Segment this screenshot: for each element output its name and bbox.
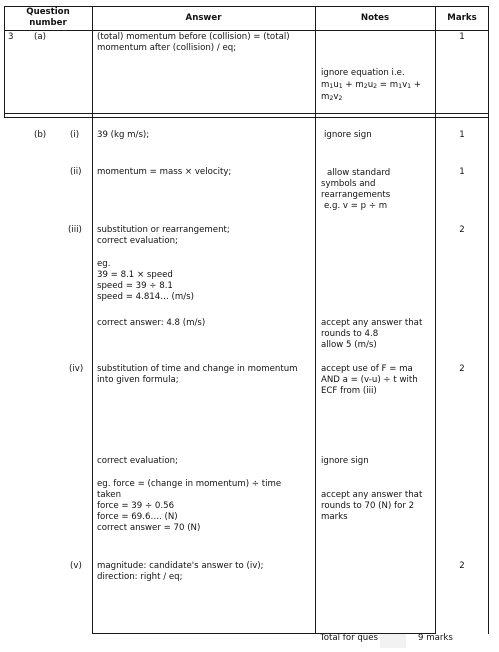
question-number: 3 (8, 32, 14, 42)
table-right-border (488, 6, 489, 634)
example-iii-line-3: speed = 39 ÷ 8.1 (97, 281, 173, 291)
header-bottom-border (4, 30, 489, 31)
note-ii-line-1: allow standard (327, 168, 391, 178)
answer-i: 39 (kg m/s); (97, 130, 150, 140)
answer-iv-line-1: substitution of time and change in momentum (97, 364, 298, 374)
col-answer-left-border (92, 6, 93, 634)
part-a-label: (a) (34, 32, 46, 42)
answer-3a-line-2: momentum after (collision) / eq; (97, 43, 237, 53)
note-iv-2-line-2: rounds to 70 (N) for 2 (321, 501, 415, 511)
marks-iv: 2 (459, 364, 465, 374)
example-iv-line-1: eg. force = (change in momentum) ÷ time (97, 479, 282, 489)
header-notes: Notes (360, 13, 390, 23)
answer-iii-correct: correct answer: 4.8 (m/s) (97, 318, 206, 328)
total-label: Total for ques (320, 633, 379, 643)
marks-v: 2 (459, 561, 465, 571)
note-iv-2-line-1: accept any answer that (321, 490, 423, 500)
example-iv-line-5: correct answer = 70 (N) (97, 523, 201, 533)
note-i: ignore sign (324, 130, 372, 140)
row-3a-bottom-border-2 (4, 117, 489, 118)
col-marks-left-border (435, 6, 436, 634)
example-iii-line-2: 39 = 8.1 × speed (97, 270, 173, 280)
total-marks: 9 marks (418, 633, 453, 643)
sub-i-label: (i) (70, 130, 80, 140)
note-iv-line-1: accept use of F = ma (321, 364, 413, 374)
example-iv-line-4: force = 69.6…. (N) (97, 512, 178, 522)
answer-iv-evaluation: correct evaluation; (97, 456, 178, 466)
answer-iv-line-2: into given formula; (97, 375, 179, 385)
row-3a-bottom-border (4, 113, 489, 114)
note-3a-equation: m1u1 + m2u2 = m1v1 + (321, 80, 422, 90)
note-3a-line-1: ignore equation i.e. (321, 68, 405, 78)
sub-ii-label: (ii) (70, 167, 82, 177)
sub-iv-label: (iv) (69, 364, 84, 374)
answer-v-line-1: magnitude: candidate's answer to (iv); (97, 561, 264, 571)
example-iv-line-3: force = 39 ÷ 0.56 (97, 501, 175, 511)
note-iv-line-3: ECF from (iii) (321, 386, 377, 396)
header-answer: Answer (185, 13, 222, 23)
marks-ii: 1 (459, 167, 465, 177)
note-iii-line-2: rounds to 4.8 (321, 329, 379, 339)
header-marks: Marks (447, 13, 477, 23)
marks-i: 1 (459, 130, 465, 140)
sub-v-label: (v) (70, 561, 82, 571)
note-ii-line-3: rearrangements (321, 190, 391, 200)
mark-scheme-table (4, 6, 489, 634)
note-iv-line-2: AND a = (v-u) ÷ t with (321, 375, 418, 385)
watermark-overlay (380, 634, 406, 648)
note-iii-line-1: accept any answer that (321, 318, 423, 328)
note-iii-line-3: allow 5 (m/s) (321, 340, 377, 350)
col-notes-left-border (315, 6, 316, 634)
answer-iii-line-2: correct evaluation; (97, 236, 178, 246)
example-iv-line-2: taken (97, 490, 122, 500)
answer-v-line-2: direction: right / eq; (97, 572, 183, 582)
answer-iii-line-1: substitution or rearrangement; (97, 225, 230, 235)
marks-iii: 2 (459, 225, 465, 235)
note-iv-2-line-3: marks (321, 512, 348, 522)
note-3a-equation-line-2: m2v2 (321, 92, 343, 102)
answer-3a-line-1: (total) momentum before (collision) = (total) (97, 32, 290, 42)
note-ii-line-2: symbols and (321, 179, 376, 189)
marks-3a: 1 (459, 32, 465, 42)
answer-ii: momentum = mass × velocity; (97, 167, 232, 177)
part-b-label: (b) (34, 130, 47, 140)
sub-iii-label: (iii) (68, 225, 82, 235)
note-ii-line-4: e.g. v = p ÷ m (324, 201, 388, 211)
header-question-number: Question number (26, 7, 70, 28)
example-iii-line-1: eg. (97, 259, 111, 269)
example-iii-line-4: speed = 4.814… (m/s) (97, 292, 195, 302)
note-iv-evaluation: ignore sign (321, 456, 369, 466)
